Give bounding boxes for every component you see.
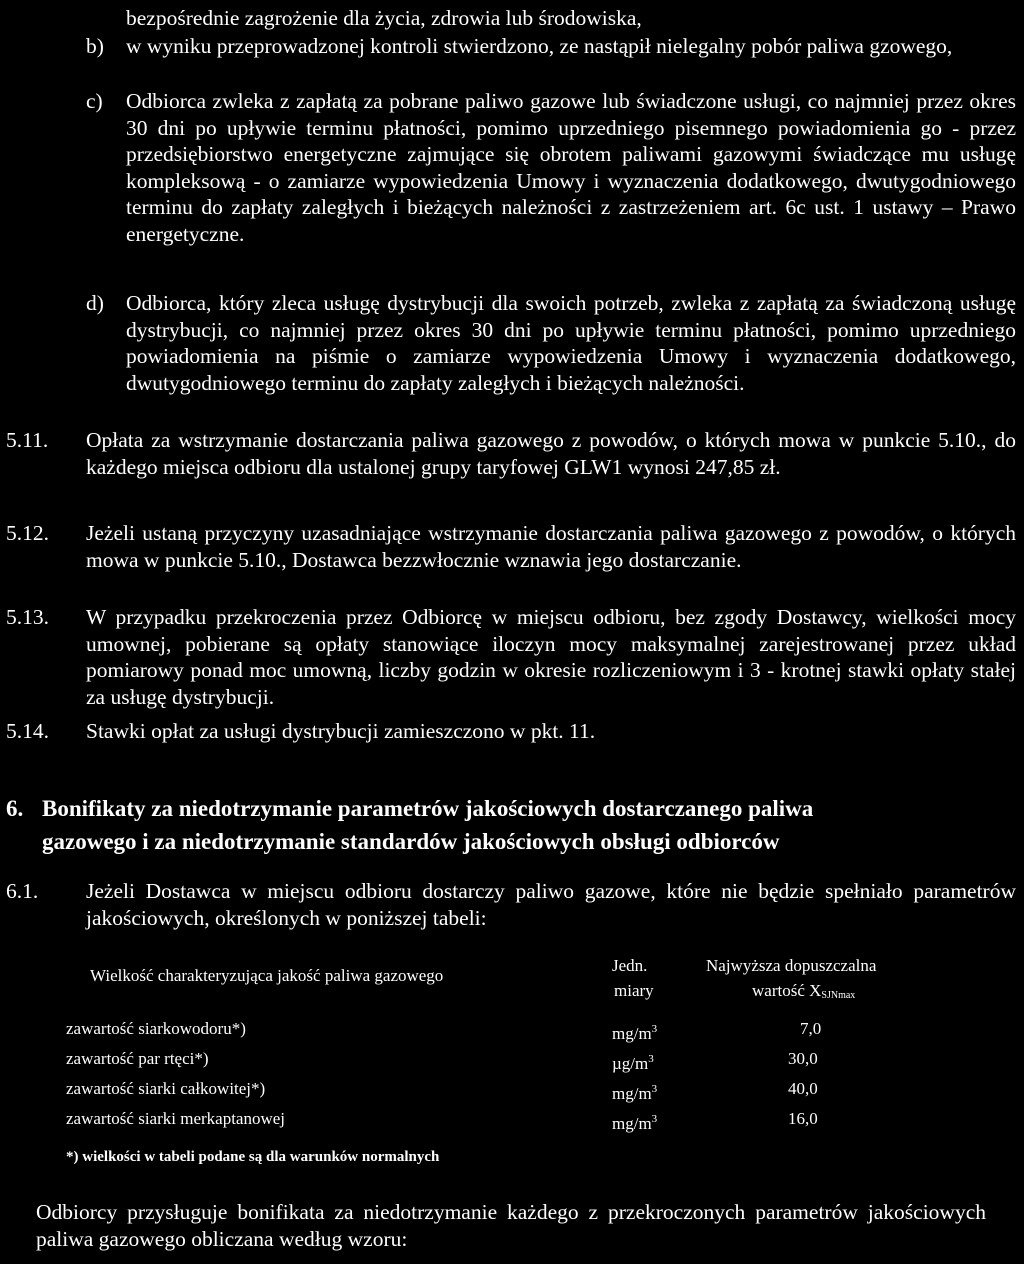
header-max-line-1: Najwyższa dopuszczalna [706, 956, 877, 975]
table-row-value: 40,0 [788, 1079, 818, 1098]
unit-superscript: 3 [651, 1023, 658, 1035]
section-6-heading [6, 792, 1022, 862]
point-5-13-number: 5.13. [6, 605, 49, 629]
section-6-title-line-2: gazowego i za niedotrzymanie standardów jakościowych obsługi odbiorców [42, 829, 780, 854]
table-row-name: zawartość siarki całkowitej*) [66, 1079, 266, 1098]
table-row-value: 16,0 [788, 1109, 818, 1128]
point-5-12-text: Jeżeli ustaną przyczyny uzasadniające wstrzymanie dostarczania paliwa gazowego z powodów, o których mowa w punkcie 5.10., Dostawca bezzwłocznie wznawia jego dostarczanie. [86, 521, 1016, 572]
point-5-13-text: W przypadku przekroczenia przez Odbiorcę w miejscu odbioru, bez zgody Dostawcy, wielkości mocy umownej, pobierane są opłaty stanowiące iloczyn mocy maksymalnej zarejestrowanej przez układ pomiarowy ponad moc umowną, liczby godzin w okresie rozliczeniowym i 3 - krotnej stawki opłaty stałej za usługę dystrybucji. [86, 605, 1016, 709]
point-5-11-number: 5.11. [6, 428, 49, 452]
header-unit-line-2: miary [614, 981, 654, 1000]
header-unit-line-1: Jedn. [612, 956, 648, 975]
table-row-unit [612, 1048, 654, 1075]
item-b-text: w wyniku przeprowadzonej kontroli stwierdzono, ze nastąpił nielegalny pobór paliwa gzowego, [126, 34, 953, 58]
unit-prefix: mg/m [612, 1114, 652, 1133]
unit-superscript: 3 [651, 1113, 658, 1125]
header-max-line-2 [752, 980, 855, 1007]
table-footnote: *) wielkości w tabeli podane są dla warunków normalnych [66, 1149, 440, 1165]
item-c-marker: c) [86, 89, 103, 113]
header-max-subscript: SJNmax [821, 990, 856, 1001]
intro-line: bezpośrednie zagrożenie dla życia, zdrowia lub środowiska, [126, 6, 642, 30]
closing-paragraph: Odbiorcy przysługuje bonifikata za niedotrzymanie każdego z przekroczonych parametrów jakościowych paliwa gazowego obliczana według wzoru: [36, 1200, 986, 1251]
table-row-unit [612, 1018, 657, 1045]
item-d-text: Odbiorca, który zleca usługę dystrybucji dla swoich potrzeb, zwleka z zapłatą za świadczoną usługę dystrybucji, co najmniej przez okres 30 dni po upływie terminu płatności, pomimo uprzedniego powiadomienia na piśmie o zamiarze wypowiedzenia Umowy i wyznaczenia dodatkowego, dwutygodniowego terminu do zapłaty zaległych i bieżących należności. [126, 291, 1016, 395]
unit-prefix: µg/m [612, 1054, 649, 1073]
point-5-11-text: Opłata za wstrzymanie dostarczania paliwa gazowego z powodów, o których mowa w punkcie 5.10., do każdego miejsca odbioru dla ustalonej grupy taryfowej GLW1 wynosi 247,85 zł. [86, 428, 1016, 479]
header-quantity: Wielkość charakteryzująca jakość paliwa gazowego [90, 966, 444, 985]
point-5-14-number: 5.14. [6, 719, 49, 743]
item-b-marker: b) [86, 34, 104, 58]
point-5-14-text: Stawki opłat za usługi dystrybucji zamieszczono w pkt. 11. [86, 719, 596, 743]
table-row-value: 7,0 [800, 1019, 822, 1038]
table-row-name: zawartość siarki merkaptanowej [66, 1109, 286, 1128]
point-6-1-number: 6.1. [6, 879, 39, 903]
unit-prefix: mg/m [612, 1024, 652, 1043]
header-max-prefix: wartość X [752, 981, 822, 1000]
item-d-marker: d) [86, 291, 104, 315]
item-c-text: Odbiorca zwleka z zapłatą za pobrane paliwo gazowe lub świadczone usługi, co najmniej przez okres 30 dni po upływie terminu płatności, pomimo uprzedniego pisemnego powiadomienia go - przez przedsiębiorstwo energetyczne zajmujące się obrotem paliwami gazowymi świadczące mu usługę kompleksową - o zamiarze wypowiedzenia Umowy i wyznaczenia dodatkowego, dwutygodniowego terminu do zapłaty zaległych i bieżących należności z zastrzeżeniem art. 6c ust. 1 ustawy – Prawo energetyczne. [126, 89, 1016, 246]
table-row-name: zawartość siarkowodoru*) [66, 1019, 246, 1038]
table-row-unit [612, 1078, 657, 1105]
unit-superscript: 3 [648, 1053, 654, 1065]
section-6-title [42, 792, 1022, 858]
unit-prefix: mg/m [612, 1084, 652, 1103]
table-row-unit [612, 1108, 657, 1135]
unit-superscript: 3 [651, 1083, 658, 1095]
point-6-1-text: Jeżeli Dostawca w miejscu odbioru dostarczy paliwo gazowe, które nie będzie spełniało parametrów jakościowych, określonych w poniższej tabeli: [86, 879, 1016, 930]
table-row-name: zawartość par rtęci*) [66, 1049, 209, 1068]
point-5-12-number: 5.12. [6, 521, 49, 545]
quality-table [0, 955, 1024, 1165]
table-row-value: 30,0 [788, 1049, 818, 1068]
section-6-number: 6. [6, 796, 24, 821]
section-6-title-line-1: Bonifikaty za niedotrzymanie parametrów jakościowych dostarczanego paliwa [42, 796, 814, 821]
